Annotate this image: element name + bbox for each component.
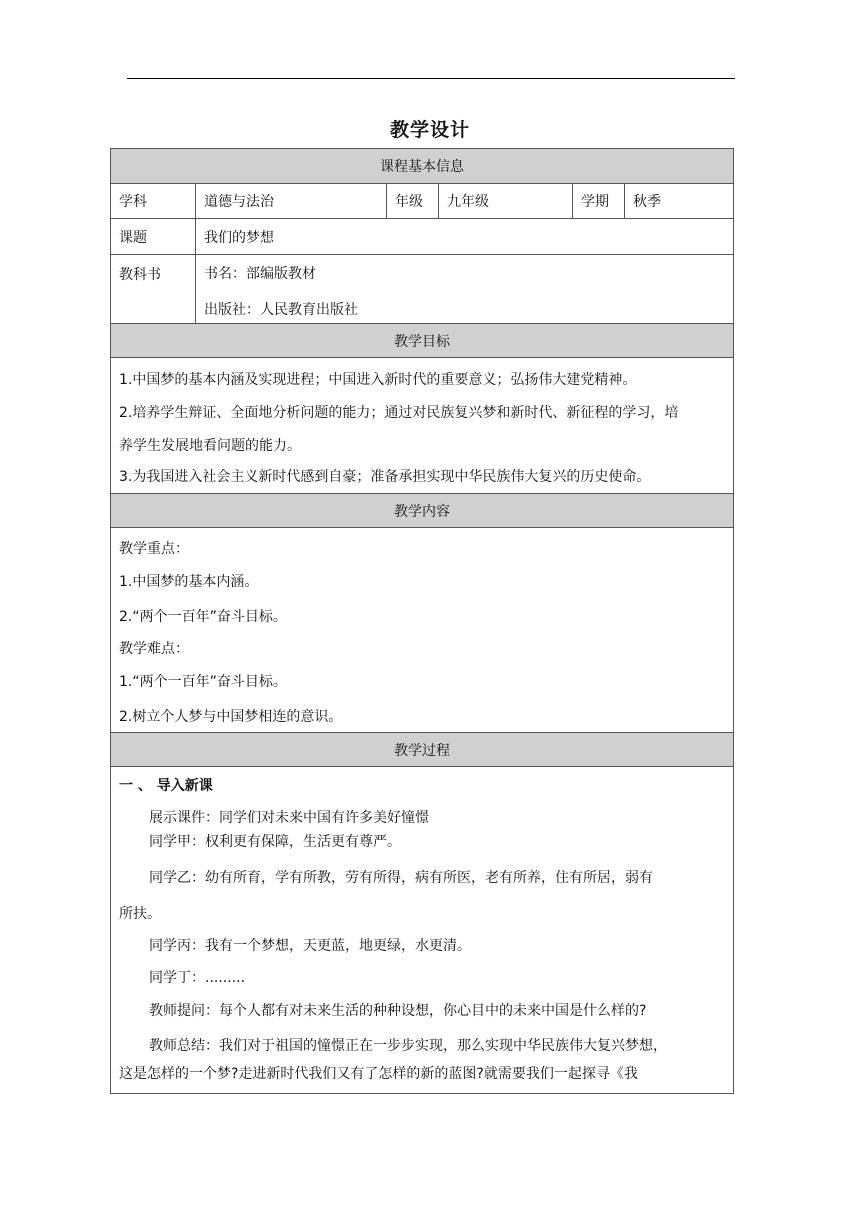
grade-label: 年级 <box>386 184 438 218</box>
topic-label: 课题 <box>119 229 147 246</box>
content-body <box>111 528 733 733</box>
difficult-point-item: 1.“两个一百年”奋斗目标。 <box>119 674 287 690</box>
goal-item: 2.培养学生辩证、全面地分析问题的能力；通过对民族复兴梦和新时代、新征程的学习，培 <box>119 405 679 421</box>
document-title: 教学设计 <box>389 119 470 141</box>
process-line: 同学丙：我有一个梦想，天更蓝，地更绿，水更清。 <box>149 938 471 954</box>
subject-row <box>111 184 733 219</box>
textbook-value <box>195 255 733 323</box>
process-line: 所扶。 <box>119 906 161 922</box>
process-line: 展示课件：同学们对未来中国有许多美好憧憬 <box>149 810 429 826</box>
goal-item: 养学生发展地看问题的能力。 <box>119 438 301 454</box>
publisher: 出版社：人民教育出版社 <box>204 302 358 318</box>
basic-info-header: 课程基本信息 <box>111 149 733 184</box>
process-body <box>111 767 733 1094</box>
topic-row <box>111 219 733 255</box>
subject-value: 道德与法治 <box>195 184 386 218</box>
content-header: 教学内容 <box>111 494 733 528</box>
process-header: 教学过程 <box>111 733 733 767</box>
process-line: 同学乙：幼有所育，学有所教，劳有所得，病有所医，老有所养，住有所居，弱有 <box>149 870 653 886</box>
key-point-item: 1.中国梦的基本内涵。 <box>119 574 259 590</box>
topic-value: 我们的梦想 <box>195 219 733 254</box>
term-label: 学期 <box>572 184 624 218</box>
difficult-point-item: 2.树立个人梦与中国梦相连的意识。 <box>119 709 343 725</box>
difficult-points-label: 教学难点： <box>119 641 189 657</box>
subject-label: 学科 <box>119 194 147 210</box>
goal-item: 3.为我国进入社会主义新时代感到自豪；准备承担实现中华民族伟大复兴的历史使命。 <box>119 469 651 485</box>
process-line: 教师提问：每个人都有对未来生活的种种设想，你心目中的未来中国是什么样的? <box>149 1003 647 1019</box>
process-line: 同学丁：......... <box>149 970 246 986</box>
goal-item: 1.中国梦的基本内涵及实现进程；中国进入新时代的重要意义；弘扬伟大建党精神。 <box>119 372 637 388</box>
process-line: 同学甲：权利更有保障，生活更有尊严。 <box>149 834 401 850</box>
goals-body <box>111 358 733 494</box>
key-points-label: 教学重点： <box>119 541 189 557</box>
textbook-label: 教科书 <box>119 267 161 283</box>
book-name: 书名：部编版教材 <box>204 266 316 282</box>
lesson-plan-table <box>110 148 734 1094</box>
process-line: 这是怎样的一个梦?走进新时代我们又有了怎样的新的蓝图?就需要我们一起探寻《我 <box>119 1066 638 1082</box>
key-point-item: 2.“两个一百年”奋斗目标。 <box>119 609 287 625</box>
goals-header: 教学目标 <box>111 324 733 358</box>
header-rule <box>127 78 735 79</box>
process-line: 教师总结：我们对于祖国的憧憬正在一步步实现，那么实现中华民族伟大复兴梦想， <box>149 1038 667 1054</box>
textbook-row <box>111 255 733 324</box>
section-title: 一 、 导入新课 <box>119 778 213 794</box>
term-value: 秋季 <box>624 184 733 218</box>
grade-value: 九年级 <box>438 184 572 218</box>
